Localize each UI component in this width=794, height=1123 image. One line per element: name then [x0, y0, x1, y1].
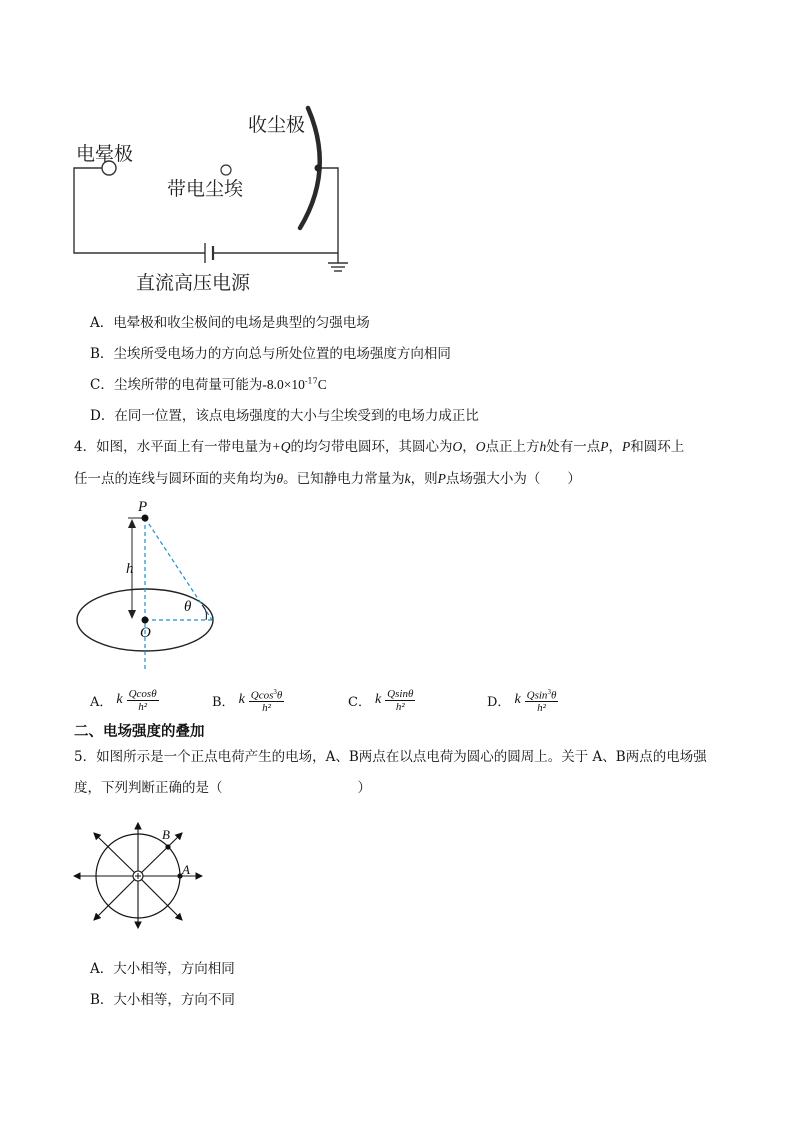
- q4-answer-b: B． k $\frac{Qcos^3\theta}{\text{h²}}$: [212, 687, 283, 715]
- point-o: [142, 617, 149, 624]
- q5-option-a: A．大小相等，方向相同: [90, 961, 235, 977]
- q4-stem: [74, 431, 734, 495]
- q3-option-b: B．尘埃所受电场力的方向总与所处位置的电场强度方向相同: [90, 346, 451, 362]
- q5-stem-line1: 5．如图所示是一个正点电荷产生的电场，A、B两点在以点电荷为圆心的圆周上。关于 A、B两点的电场强: [74, 749, 707, 765]
- q5-stem: [74, 742, 734, 804]
- q4-stem-line1: 4．如图，水平面上有一带电量为+Q的均匀带电圆环，其圆心为O，O点正上方h处有一点P，P和圆环上: [74, 439, 685, 455]
- power-source-label: 直流高压电源: [136, 272, 251, 294]
- theta-arc: [202, 605, 207, 620]
- label-theta: θ: [184, 599, 192, 615]
- label-p: P: [138, 499, 148, 515]
- q4-answer-d: D． k $\frac{Qsin^3\theta}{\text{h²}}$: [487, 687, 557, 715]
- corona-label: 电晕极: [76, 143, 134, 165]
- label-b: B: [162, 827, 170, 842]
- q3-option-c: C．尘埃所带的电荷量可能为$-8.0\times 10^{-17}C$: [90, 376, 327, 393]
- point-b: [165, 844, 170, 849]
- label-h: h: [126, 561, 134, 577]
- dust-label: 带电尘埃: [167, 178, 244, 200]
- section-title: 二、电场强度的叠加: [74, 724, 205, 740]
- positive-charge-icon: [133, 871, 143, 881]
- label-o: O: [140, 625, 151, 641]
- q4-answer-c: C． k $\frac{Qsin\theta}{\text{h²}}$: [348, 687, 414, 713]
- label-a: A: [182, 862, 190, 877]
- q4-answers: [90, 681, 650, 719]
- q4-stem-line2: 任一点的连线与圆环面的夹角均为θ。已知静电力常量为k，则P点场强大小为（ ）: [74, 471, 581, 487]
- q3-option-a: A．电晕极和收尘极间的电场是典型的匀强电场: [90, 315, 370, 331]
- q5-option-b: B．大小相等，方向不同: [90, 992, 235, 1008]
- charged-ring-figure: [70, 495, 230, 675]
- q3-option-d: D．在同一位置，该点电场强度的大小与尘埃受到的电场力成正比: [90, 408, 479, 424]
- collector-contact: [315, 165, 322, 172]
- collector-label: 收尘极: [248, 114, 306, 136]
- slant-dashed: [145, 518, 212, 620]
- q4-answer-a: A． k $\frac{Qcos\theta}{\text{h²}}$: [90, 687, 157, 713]
- q5-stem-line2: 度，下列判断正确的是（ ）: [74, 780, 371, 796]
- ground-icon: [328, 253, 348, 271]
